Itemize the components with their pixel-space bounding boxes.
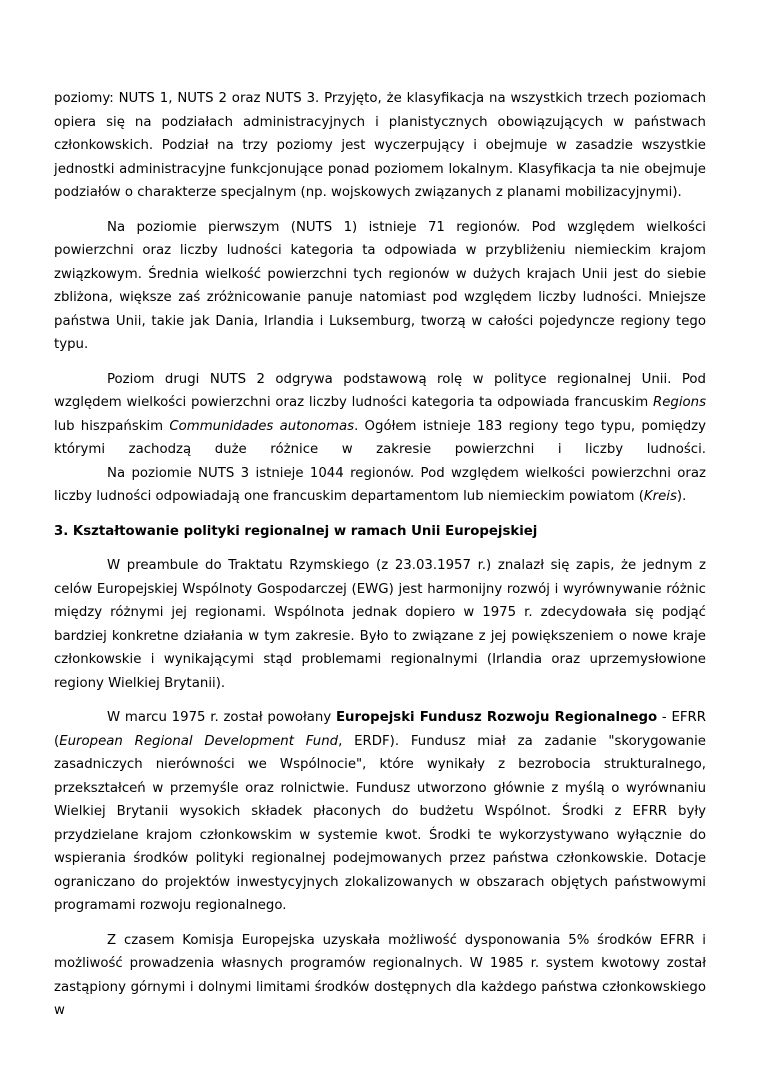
paragraph-nuts-levels: poziomy: NUTS 1, NUTS 2 oraz NUTS 3. Przyjęto, że klasyfikacja na wszystkich trzech poziomach opiera się na podziałach administracyjnych i planistycznych obowiązujących w państwach członkowskich. Podział na trzy poziomy jest wyczerpujący i obejmuje w zasadzie wszystkie jednostki administracyjne funkcjonujące ponad poziomem lokalnym. Klasyfikacja ta nie obejmuje podziałów o charakterze specjalnym (np. wojskowych związanych z planami mobilizacyjnymi).	[54, 91, 706, 200]
nuts2-emphasis-communidades: Communidades autonomas	[169, 418, 355, 434]
nuts2-text-b: lub hiszpańskim	[54, 418, 170, 434]
nuts3-text-a: Na poziomie NUTS 3 istnieje 1044 regionów. Pod względem wielkości powierzchni oraz liczby ludności odpowiadają one francuskim departamentom lub niemieckim powiatom (	[54, 465, 706, 504]
nuts3-emphasis-kreis: Kreis	[643, 489, 677, 504]
paragraph-nuts3	[54, 462, 706, 509]
nuts2-emphasis-regions: Regions	[652, 395, 706, 410]
efrr-text-a: W marcu 1975 r. został powołany	[107, 710, 336, 725]
nuts2-text-c: . Ogółem istnieje 183 regiony tego typu, pomiędzy którymi zachodzą duże różnice w zakresie powierzchni i liczby ludności.	[54, 418, 707, 457]
paragraph-efrr	[54, 706, 706, 918]
efrr-text-c: , ERDF). Fundusz miał za zadanie "skorygowanie zasadniczych nierówności we Wspólnocie", które wynikały z bezrobocia strukturalnego, przekształceń w przemyśle oraz rolnictwie. Fundusz utworzono głównie z myślą o wyrównaniu Wielkiej Brytanii wysokich składek płaconych do budżetu Wspólnot. Środki z EFRR były przydzielane krajom członkowskim w systemie kwot. Środki te wykorzystywano wyłącznie do wspierania środków polityki regionalnej podejmowanych przez państwa członkowskie. Dotacje ograniczano do projektów inwestycyjnych zlokalizowanych w obszarach objętych państwowymi programami rozwoju regionalnego.	[54, 733, 706, 913]
paragraph-nuts2	[54, 368, 706, 462]
efrr-fund-name: Europejski Fundusz Rozwoju Regionalnego	[335, 710, 658, 725]
efrr-text-b: - EFRR (	[54, 710, 707, 749]
section-heading: 3. Kształtowanie polityki regionalnej w ramach Unii Europejskiej	[54, 523, 538, 539]
paragraph-preamble: W preambule do Traktatu Rzymskiego (z 23.03.1957 r.) znalazł się zapis, że jednym z celów Europejskiej Wspólnoty Gospodarczej (EWG) jest harmonijny rozwój i wyrównywanie różnic między różnymi jej regionami. Wspólnota jednak dopiero w 1975 r. zdecydowała się podjąć bardziej konkretne działania w tym zakresie. Było to związane z jej powiększeniem o nowe kraje członkowskie i wynikającymi stąd problemami regionalnymi (Irlandia oraz uprzemysłowione regiony Wielkiej Brytanii).	[54, 558, 706, 691]
document-page	[54, 87, 706, 1023]
paragraph-commission: Z czasem Komisja Europejska uzyskała możliwość dysponowania 5% środków EFRR i możliwość prowadzenia własnych programów regionalnych. W 1985 r. system kwotowy został zastąpiony górnymi i dolnymi limitami środków dostępnych dla każdego państwa członkowskiego w	[54, 932, 706, 1018]
efrr-english-name: European Regional Development Fund	[59, 733, 339, 749]
nuts2-text-a: Poziom drugi NUTS 2 odgrywa podstawową rolę w polityce regionalnej Unii. Pod względem wielkości powierzchni oraz liczby ludności kategoria ta odpowiada francuskim	[54, 371, 706, 410]
paragraph-nuts1: Na poziomie pierwszym (NUTS 1) istnieje 71 regionów. Pod względem wielkości powierzchni oraz liczby ludności kategoria ta odpowiada w przybliżeniu niemieckim krajom związkowym. Średnia wielkość powierzchni tych regionów w dużych krajach Unii jest do siebie zbliżona, większe zaś zróżnicowanie panuje natomiast pod względem liczby ludności. Mniejsze państwa Unii, takie jak Dania, Irlandia i Luksemburg, tworzą w całości pojedyncze regiony tego typu.	[54, 219, 706, 352]
nuts3-text-b: ).	[676, 489, 687, 504]
